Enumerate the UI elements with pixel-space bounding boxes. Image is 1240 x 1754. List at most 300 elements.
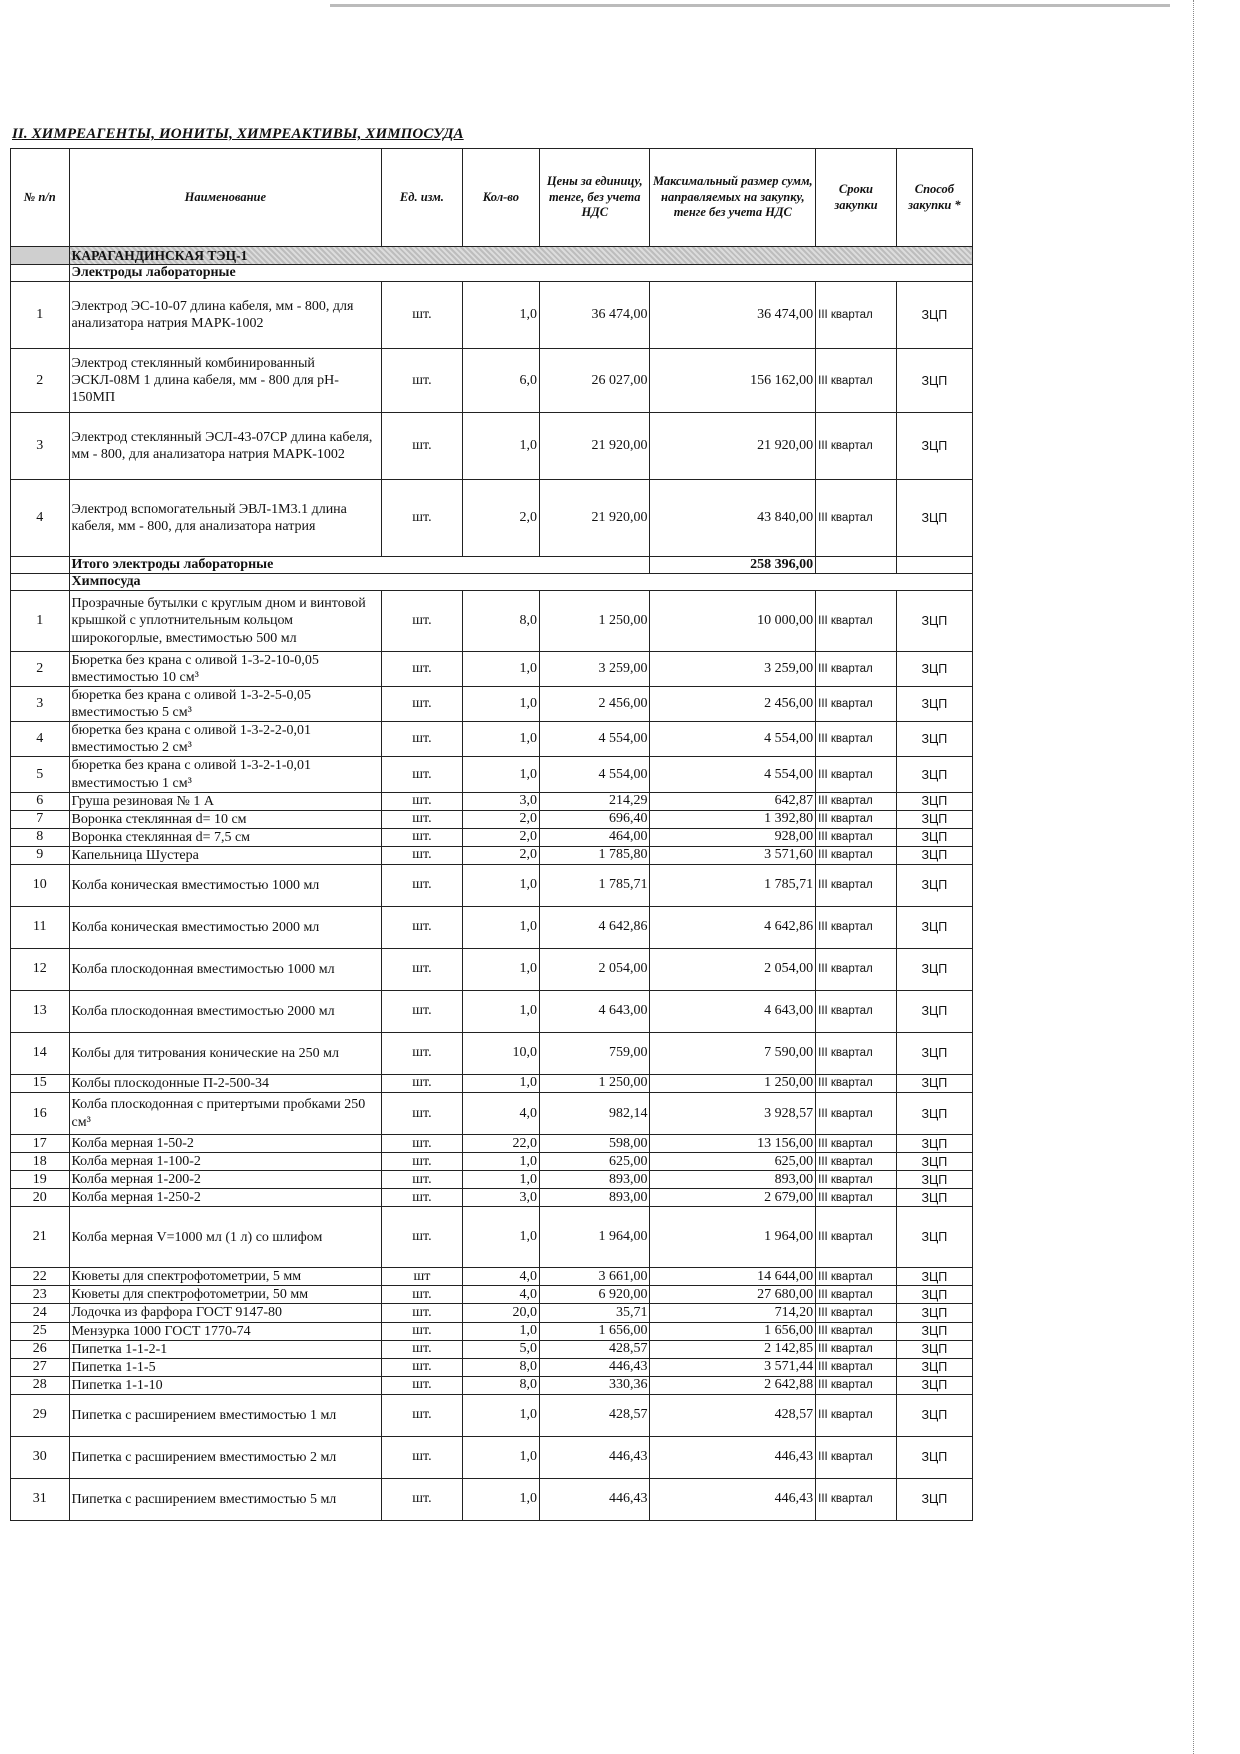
max-sum: 893,00	[650, 1171, 816, 1189]
row-number: 9	[11, 846, 70, 864]
row-number: 18	[11, 1153, 70, 1171]
row-number: 20	[11, 1189, 70, 1207]
purchase-term: III квартал	[816, 591, 897, 652]
table-row	[11, 1340, 973, 1358]
item-name: Груша резиновая № 1 А	[69, 792, 382, 810]
row-number: 25	[11, 1322, 70, 1340]
table-row	[11, 282, 973, 349]
purchase-term: III квартал	[816, 906, 897, 948]
purchase-term: III квартал	[816, 1478, 897, 1520]
organization-row	[11, 247, 973, 265]
unit-price: 1 656,00	[540, 1322, 650, 1340]
table-row	[11, 1394, 973, 1436]
unit: шт.	[382, 1189, 463, 1207]
purchase-method: ЗЦП	[896, 1340, 972, 1358]
max-sum: 10 000,00	[650, 591, 816, 652]
max-sum: 642,87	[650, 792, 816, 810]
unit: шт.	[382, 1207, 463, 1268]
purchase-method: ЗЦП	[896, 1171, 972, 1189]
unit: шт.	[382, 1376, 463, 1394]
row-number: 5	[11, 757, 70, 792]
max-sum: 4 554,00	[650, 722, 816, 757]
item-name: Колба мерная 1-100-2	[69, 1153, 382, 1171]
row-number: 27	[11, 1358, 70, 1376]
quantity: 1,0	[462, 1322, 539, 1340]
unit: шт.	[382, 1304, 463, 1322]
purchase-term: III квартал	[816, 810, 897, 828]
max-sum: 3 259,00	[650, 652, 816, 687]
table-row	[11, 864, 973, 906]
unit-price: 1 250,00	[540, 591, 650, 652]
unit: шт.	[382, 1340, 463, 1358]
unit-price: 4 643,00	[540, 990, 650, 1032]
quantity: 1,0	[462, 1207, 539, 1268]
procurement-table	[10, 148, 973, 1521]
purchase-method: ЗЦП	[896, 1436, 972, 1478]
unit: шт.	[382, 413, 463, 480]
purchase-method: ЗЦП	[896, 906, 972, 948]
max-sum: 21 920,00	[650, 413, 816, 480]
unit-price: 446,43	[540, 1436, 650, 1478]
row-number: 16	[11, 1093, 70, 1135]
max-sum: 446,43	[650, 1436, 816, 1478]
unit: шт.	[382, 1394, 463, 1436]
item-name: Мензурка 1000 ГОСТ 1770-74	[69, 1322, 382, 1340]
item-name: Колба мерная 1-250-2	[69, 1189, 382, 1207]
purchase-method: ЗЦП	[896, 591, 972, 652]
table-row	[11, 792, 973, 810]
quantity: 22,0	[462, 1135, 539, 1153]
unit: шт.	[382, 1074, 463, 1092]
purchase-method: ЗЦП	[896, 792, 972, 810]
table-row	[11, 722, 973, 757]
purchase-term: III квартал	[816, 480, 897, 557]
quantity: 2,0	[462, 828, 539, 846]
table-row	[11, 1093, 973, 1135]
unit: шт.	[382, 480, 463, 557]
unit: шт.	[382, 990, 463, 1032]
item-name: Капельница Шустера	[69, 846, 382, 864]
col-header-price: Цены за единицу, тенге, без учета НДС	[540, 149, 650, 247]
unit-price: 1 785,80	[540, 846, 650, 864]
row-number: 4	[11, 722, 70, 757]
table-row	[11, 1171, 973, 1189]
purchase-term: III квартал	[816, 757, 897, 792]
unit: шт.	[382, 1032, 463, 1074]
quantity: 1,0	[462, 864, 539, 906]
purchase-term: III квартал	[816, 1032, 897, 1074]
max-sum: 1 785,71	[650, 864, 816, 906]
max-sum: 2 642,88	[650, 1376, 816, 1394]
unit: шт.	[382, 1436, 463, 1478]
table-row	[11, 480, 973, 557]
table-header-row	[11, 149, 973, 247]
unit: шт.	[382, 349, 463, 413]
unit-price: 428,57	[540, 1394, 650, 1436]
group-title-row	[11, 265, 973, 282]
unit: шт.	[382, 722, 463, 757]
group-title-glassware: Химпосуда	[69, 574, 972, 591]
col-header-qty: Кол-во	[462, 149, 539, 247]
item-name: Электрод ЭС-10-07 длина кабеля, мм - 800, для анализатора натрия МАРК-1002	[69, 282, 382, 349]
purchase-method: ЗЦП	[896, 828, 972, 846]
purchase-term: III квартал	[816, 1394, 897, 1436]
scan-artifact-line	[330, 4, 1170, 7]
max-sum: 2 456,00	[650, 687, 816, 722]
purchase-method: ЗЦП	[896, 1153, 972, 1171]
total-row	[11, 557, 973, 574]
row-number: 21	[11, 1207, 70, 1268]
unit-price: 598,00	[540, 1135, 650, 1153]
quantity: 1,0	[462, 722, 539, 757]
col-header-num: № п/п	[11, 149, 70, 247]
unit-price: 36 474,00	[540, 282, 650, 349]
quantity: 1,0	[462, 948, 539, 990]
unit-price: 893,00	[540, 1171, 650, 1189]
purchase-method: ЗЦП	[896, 282, 972, 349]
table-row	[11, 652, 973, 687]
purchase-method: ЗЦП	[896, 1394, 972, 1436]
purchase-term: III квартал	[816, 1135, 897, 1153]
table-row	[11, 1478, 973, 1520]
unit: шт.	[382, 1093, 463, 1135]
table-row	[11, 591, 973, 652]
quantity: 1,0	[462, 652, 539, 687]
quantity: 1,0	[462, 1436, 539, 1478]
purchase-method: ЗЦП	[896, 1189, 972, 1207]
purchase-term: III квартал	[816, 722, 897, 757]
row-number: 17	[11, 1135, 70, 1153]
row-number: 30	[11, 1436, 70, 1478]
unit-price: 446,43	[540, 1478, 650, 1520]
item-name: Пипетка 1-1-10	[69, 1376, 382, 1394]
table-row	[11, 1286, 973, 1304]
max-sum: 625,00	[650, 1153, 816, 1171]
purchase-method: ЗЦП	[896, 1074, 972, 1092]
purchase-term: III квартал	[816, 1436, 897, 1478]
max-sum: 714,20	[650, 1304, 816, 1322]
purchase-term: III квартал	[816, 1171, 897, 1189]
purchase-term: III квартал	[816, 1376, 897, 1394]
row-number: 22	[11, 1268, 70, 1286]
max-sum: 1 250,00	[650, 1074, 816, 1092]
unit-price: 446,43	[540, 1358, 650, 1376]
unit: шт.	[382, 1286, 463, 1304]
row-number: 2	[11, 349, 70, 413]
unit-price: 982,14	[540, 1093, 650, 1135]
item-name: Электрод стеклянный ЭСЛ-43-07СР длина кабеля, мм - 800, для анализатора натрия МАРК-1002	[69, 413, 382, 480]
quantity: 2,0	[462, 846, 539, 864]
purchase-method: ЗЦП	[896, 1304, 972, 1322]
table-row	[11, 1074, 973, 1092]
unit-price: 2 456,00	[540, 687, 650, 722]
quantity: 8,0	[462, 1358, 539, 1376]
row-number: 10	[11, 864, 70, 906]
table-body	[11, 247, 973, 1521]
organization-name: КАРАГАНДИНСКАЯ ТЭЦ-1	[69, 247, 972, 265]
max-sum: 2 142,85	[650, 1340, 816, 1358]
row-number: 3	[11, 687, 70, 722]
quantity: 8,0	[462, 1376, 539, 1394]
row-number: 29	[11, 1394, 70, 1436]
quantity: 1,0	[462, 687, 539, 722]
unit: шт.	[382, 948, 463, 990]
max-sum: 1 964,00	[650, 1207, 816, 1268]
unit-price: 759,00	[540, 1032, 650, 1074]
purchase-term: III квартал	[816, 1286, 897, 1304]
item-name: Бюретка без крана с оливой 1-3-2-10-0,05 вместимостью 10 см³	[69, 652, 382, 687]
quantity: 1,0	[462, 1171, 539, 1189]
row-number: 2	[11, 652, 70, 687]
purchase-term: III квартал	[816, 1207, 897, 1268]
purchase-method: ЗЦП	[896, 1322, 972, 1340]
unit-price: 6 920,00	[540, 1286, 650, 1304]
quantity: 4,0	[462, 1286, 539, 1304]
table-row	[11, 846, 973, 864]
unit: шт.	[382, 1358, 463, 1376]
unit: шт.	[382, 1171, 463, 1189]
quantity: 1,0	[462, 413, 539, 480]
quantity: 3,0	[462, 792, 539, 810]
row-number: 1	[11, 282, 70, 349]
row-number: 14	[11, 1032, 70, 1074]
purchase-term: III квартал	[816, 1358, 897, 1376]
table-row	[11, 413, 973, 480]
max-sum: 2 054,00	[650, 948, 816, 990]
row-number: 24	[11, 1304, 70, 1322]
table-row	[11, 948, 973, 990]
item-name: Колбы плоскодонные П-2-500-34	[69, 1074, 382, 1092]
purchase-term: III квартал	[816, 652, 897, 687]
quantity: 2,0	[462, 810, 539, 828]
table-row	[11, 1436, 973, 1478]
item-name: Колба коническая вместимостью 1000 мл	[69, 864, 382, 906]
item-name: Колба плоскодонная вместимостью 2000 мл	[69, 990, 382, 1032]
quantity: 1,0	[462, 757, 539, 792]
max-sum: 1 656,00	[650, 1322, 816, 1340]
item-name: Колба мерная V=1000 мл (1 л) со шлифом	[69, 1207, 382, 1268]
row-number: 23	[11, 1286, 70, 1304]
purchase-term: III квартал	[816, 990, 897, 1032]
max-sum: 428,57	[650, 1394, 816, 1436]
table-row	[11, 990, 973, 1032]
purchase-term: III квартал	[816, 413, 897, 480]
unit: шт.	[382, 1322, 463, 1340]
unit: шт.	[382, 906, 463, 948]
quantity: 8,0	[462, 591, 539, 652]
item-name: Электрод вспомогательный ЭВЛ-1М3.1 длина кабеля, мм - 800, для анализатора натрия	[69, 480, 382, 557]
unit: шт.	[382, 864, 463, 906]
table-row	[11, 906, 973, 948]
purchase-method: ЗЦП	[896, 864, 972, 906]
max-sum: 14 644,00	[650, 1268, 816, 1286]
item-name: Пипетка 1-1-5	[69, 1358, 382, 1376]
row-number: 26	[11, 1340, 70, 1358]
item-name: бюретка без крана с оливой 1-3-2-2-0,01 вместимостью 2 см³	[69, 722, 382, 757]
row-number: 6	[11, 792, 70, 810]
max-sum: 4 642,86	[650, 906, 816, 948]
unit: шт.	[382, 652, 463, 687]
table-row	[11, 828, 973, 846]
row-number: 13	[11, 990, 70, 1032]
item-name: Колба коническая вместимостью 2000 мл	[69, 906, 382, 948]
table-row	[11, 687, 973, 722]
purchase-method: ЗЦП	[896, 846, 972, 864]
item-name: Лодочка из фарфора ГОСТ 9147-80	[69, 1304, 382, 1322]
quantity: 1,0	[462, 1478, 539, 1520]
row-number: 19	[11, 1171, 70, 1189]
table-row	[11, 757, 973, 792]
unit-price: 3 661,00	[540, 1268, 650, 1286]
table-row	[11, 1268, 973, 1286]
item-name: Кюветы для спектрофотометрии, 50 мм	[69, 1286, 382, 1304]
row-number: 31	[11, 1478, 70, 1520]
unit-price: 214,29	[540, 792, 650, 810]
unit: шт.	[382, 1478, 463, 1520]
unit-price: 893,00	[540, 1189, 650, 1207]
quantity: 10,0	[462, 1032, 539, 1074]
unit-price: 21 920,00	[540, 413, 650, 480]
row-number: 8	[11, 828, 70, 846]
purchase-term: III квартал	[816, 349, 897, 413]
max-sum: 446,43	[650, 1478, 816, 1520]
max-sum: 3 571,60	[650, 846, 816, 864]
max-sum: 156 162,00	[650, 349, 816, 413]
purchase-term: III квартал	[816, 1153, 897, 1171]
quantity: 1,0	[462, 906, 539, 948]
item-name: бюретка без крана с оливой 1-3-2-1-0,01 вместимостью 1 см³	[69, 757, 382, 792]
col-header-term: Сроки закупки	[816, 149, 897, 247]
unit-price: 625,00	[540, 1153, 650, 1171]
quantity: 1,0	[462, 990, 539, 1032]
max-sum: 7 590,00	[650, 1032, 816, 1074]
purchase-method: ЗЦП	[896, 1207, 972, 1268]
purchase-method: ЗЦП	[896, 1093, 972, 1135]
table-row	[11, 1304, 973, 1322]
purchase-method: ЗЦП	[896, 687, 972, 722]
total-sum: 258 396,00	[650, 557, 816, 574]
unit-price: 330,36	[540, 1376, 650, 1394]
table-row	[11, 1189, 973, 1207]
group-title-row	[11, 574, 973, 591]
quantity: 1,0	[462, 1074, 539, 1092]
unit-price: 696,40	[540, 810, 650, 828]
item-name: Пипетка 1-1-2-1	[69, 1340, 382, 1358]
purchase-method: ЗЦП	[896, 349, 972, 413]
purchase-term: III квартал	[816, 1340, 897, 1358]
purchase-method: ЗЦП	[896, 722, 972, 757]
purchase-method: ЗЦП	[896, 413, 972, 480]
max-sum: 43 840,00	[650, 480, 816, 557]
purchase-term: III квартал	[816, 792, 897, 810]
unit-price: 2 054,00	[540, 948, 650, 990]
unit: шт.	[382, 757, 463, 792]
purchase-term: III квартал	[816, 687, 897, 722]
quantity: 3,0	[462, 1189, 539, 1207]
purchase-term: III квартал	[816, 846, 897, 864]
table-row	[11, 1207, 973, 1268]
table-row	[11, 1153, 973, 1171]
col-header-name: Наименование	[69, 149, 382, 247]
unit-price: 4 554,00	[540, 722, 650, 757]
row-number: 3	[11, 413, 70, 480]
max-sum: 928,00	[650, 828, 816, 846]
max-sum: 3 571,44	[650, 1358, 816, 1376]
max-sum: 27 680,00	[650, 1286, 816, 1304]
unit-price: 35,71	[540, 1304, 650, 1322]
unit-price: 4 554,00	[540, 757, 650, 792]
unit: шт.	[382, 687, 463, 722]
purchase-method: ЗЦП	[896, 480, 972, 557]
table-row	[11, 349, 973, 413]
purchase-term: III квартал	[816, 1268, 897, 1286]
table-row	[11, 810, 973, 828]
unit-price: 428,57	[540, 1340, 650, 1358]
purchase-term: III квартал	[816, 864, 897, 906]
col-header-sum: Максимальный размер сумм, направляемых на закупку, тенге без учета НДС	[650, 149, 816, 247]
purchase-term: III квартал	[816, 948, 897, 990]
item-name: Колба плоскодонная с притертыми пробками 250 см³	[69, 1093, 382, 1135]
unit: шт.	[382, 846, 463, 864]
quantity: 1,0	[462, 282, 539, 349]
unit-price: 1 785,71	[540, 864, 650, 906]
purchase-term: III квартал	[816, 282, 897, 349]
table-row	[11, 1032, 973, 1074]
unit: шт.	[382, 591, 463, 652]
item-name: Прозрачные бутылки с круглым дном и винтовой крышкой с уплотнительным кольцом широкогорлые, вместимостью 500 мл	[69, 591, 382, 652]
unit-price: 4 642,86	[540, 906, 650, 948]
col-header-unit: Ед. изм.	[382, 149, 463, 247]
quantity: 1,0	[462, 1394, 539, 1436]
item-name: Колба мерная 1-200-2	[69, 1171, 382, 1189]
scan-page-edge	[1193, 0, 1240, 1754]
item-name: Пипетка с расширением вместимостью 5 мл	[69, 1478, 382, 1520]
purchase-method: ЗЦП	[896, 1286, 972, 1304]
unit: шт	[382, 1268, 463, 1286]
purchase-method: ЗЦП	[896, 948, 972, 990]
unit: шт.	[382, 1135, 463, 1153]
purchase-method: ЗЦП	[896, 1268, 972, 1286]
purchase-method: ЗЦП	[896, 757, 972, 792]
purchase-term: III квартал	[816, 1322, 897, 1340]
unit-price: 1 964,00	[540, 1207, 650, 1268]
unit-price: 21 920,00	[540, 480, 650, 557]
unit: шт.	[382, 828, 463, 846]
table-row	[11, 1358, 973, 1376]
item-name: Кюветы для спектрофотометрии, 5 мм	[69, 1268, 382, 1286]
quantity: 6,0	[462, 349, 539, 413]
row-number: 15	[11, 1074, 70, 1092]
item-name: Воронка стеклянная d= 10 см	[69, 810, 382, 828]
quantity: 4,0	[462, 1093, 539, 1135]
item-name: Колбы для титрования конические на 250 мл	[69, 1032, 382, 1074]
purchase-method: ЗЦП	[896, 810, 972, 828]
total-label: Итого электроды лабораторные	[69, 557, 650, 574]
purchase-method: ЗЦП	[896, 1478, 972, 1520]
purchase-term: III квартал	[816, 828, 897, 846]
max-sum: 4 554,00	[650, 757, 816, 792]
unit: шт.	[382, 282, 463, 349]
table-row	[11, 1135, 973, 1153]
group-title-electrodes: Электроды лабораторные	[69, 265, 972, 282]
unit-price: 1 250,00	[540, 1074, 650, 1092]
unit: шт.	[382, 792, 463, 810]
unit-price: 3 259,00	[540, 652, 650, 687]
item-name: Колба плоскодонная вместимостью 1000 мл	[69, 948, 382, 990]
max-sum: 1 392,80	[650, 810, 816, 828]
item-name: Пипетка с расширением вместимостью 1 мл	[69, 1394, 382, 1436]
purchase-method: ЗЦП	[896, 1376, 972, 1394]
